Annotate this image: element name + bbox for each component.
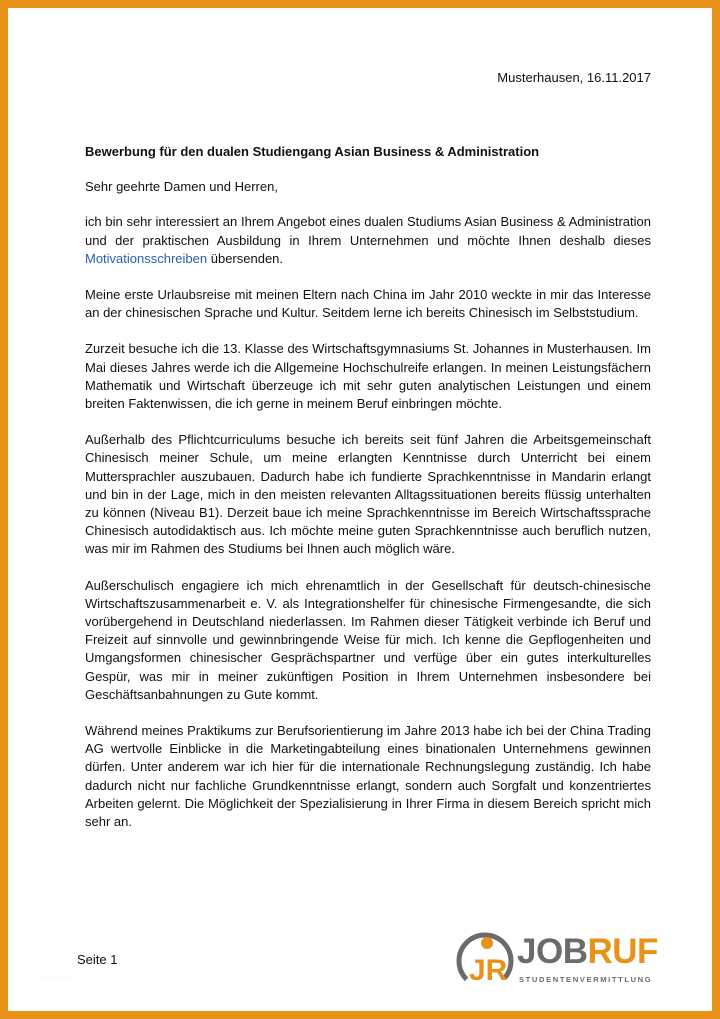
letter-body — [85, 143, 651, 849]
faint-watermark-text: · · · · · · · · · · — [36, 974, 77, 981]
letter-salutation: Sehr geehrte Damen und Herren, — [85, 179, 278, 195]
logo-word-ruf: RUF — [587, 932, 658, 971]
letter-subject: Bewerbung für den dualen Studiengang Asian Business & Administration — [85, 144, 540, 159]
paragraph-volunteer: Außerschulisch engagiere ich mich ehrenamtlich in der Gesellschaft für deutsch-chinesische Wirtschaftszusammenarbeit e. V. als Integrationshelfer für chinesische Firmengesandte, die sich vorübergehend in Deutschland niederlassen. Im Rahmen dieser Tätigkeit verbinde ich Beruf und Freizeit auf sinnvolle und gewinnbringende Weise für mich. Ich kenne die Gepflogenheiten und Umgangsformen chinesischer Gesprächspartner und verfüge über ein gutes interkulturelles Gespür, was mir in meiner zukünftigen Position in Ihrem Unternehmen insbesondere bei Geschäftsanbahnungen zu Gute kommt. — [85, 577, 651, 702]
paragraph-language: Außerhalb des Pflichtcurriculums besuche ich bereits seit fünf Jahren die Arbeitsgemeinschaft Chinesisch meiner Schule, um meine erlangten Kenntnisse durch Unterricht bei einem Muttersprachler auszubauen. Dadurch habe ich fundierte Sprachkenntnisse in Mandarin erlangt und bin in der Lage, mich in den meisten relevanten Alltagssituationen bereits flüssig unterhalten zu können (Niveau B1). Derzeit baue ich meine Sprachkenntnisse im Bereich Wirtschaftssprache Chinesisch autodidaktisch aus. Ich möchte meine guten Sprachkenntnisse auch beruflich nutzen, was mir im Rahmen des Studiums bei Ihnen auch möglich wäre. — [85, 432, 651, 557]
motivationsschreiben-link[interactable]: Motivationsschreiben — [85, 250, 208, 266]
paragraph-travel: Meine erste Urlaubsreise mit meinen Eltern nach China im Jahr 2010 weckte in mir das Interesse an der chinesischen Sprache und Kultur. Seitdem lerne ich bereits Chinesisch im Selbststudium. — [85, 287, 651, 321]
jobruf-logo — [454, 930, 670, 992]
logo-mark-letters: JR — [469, 954, 508, 987]
jobruf-logo-mark-icon — [454, 930, 516, 992]
logo-word-job: JOB — [517, 932, 588, 971]
intro-text-after-link: übersenden. — [207, 250, 284, 266]
paragraph-school: Zurzeit besuche ich die 13. Klasse des Wirtschaftsgymnasiums St. Johannes in Musterhausen. Im Mai dieses Jahres werde ich die Allgemeine Hochschulreife erlangen. In meinen Leistungsfächern Mathematik und Wirtschaft überzeuge ich mit sehr guten analytischen Leistungen und einem breiten Faktenwissen, die ich gerne in meinem Beruf einbringen möchte. — [85, 341, 651, 412]
page-number: Seite 1 — [77, 952, 118, 967]
logo-tagline: STUDENTENVERMITTLUNG — [519, 975, 653, 984]
logo-wordmark — [517, 934, 658, 970]
letter-page — [8, 8, 712, 1011]
intro-text-before-link: ich bin sehr interessiert an Ihrem Angebot eines dualen Studiums Asian Business & Administration und der praktischen Ausbildung in Ihrem Unternehmen und möchte Ihnen deshalb dieses — [85, 214, 651, 248]
paragraph-internship: Während meines Praktikums zur Berufsorientierung im Jahre 2013 habe ich bei der China Trading AG wertvolle Einblicke in die Marketingabteilung eines binationalen Unternehmens gewinnen dürfen. Unter anderem war ich hier für die internationale Rechnungslegung zuständig. Ich habe dadurch nicht nur fachliche Grundkenntnisse erlangt, sondern auch Sorgfalt und konzentriertes Arbeiten gelernt. Die Möglichkeit der Spezialisierung in Ihrer Firma in diesem Bereich spricht mich sehr an. — [85, 723, 651, 830]
intro-paragraph — [85, 213, 651, 268]
date-line: Musterhausen, 16.11.2017 — [497, 70, 651, 85]
